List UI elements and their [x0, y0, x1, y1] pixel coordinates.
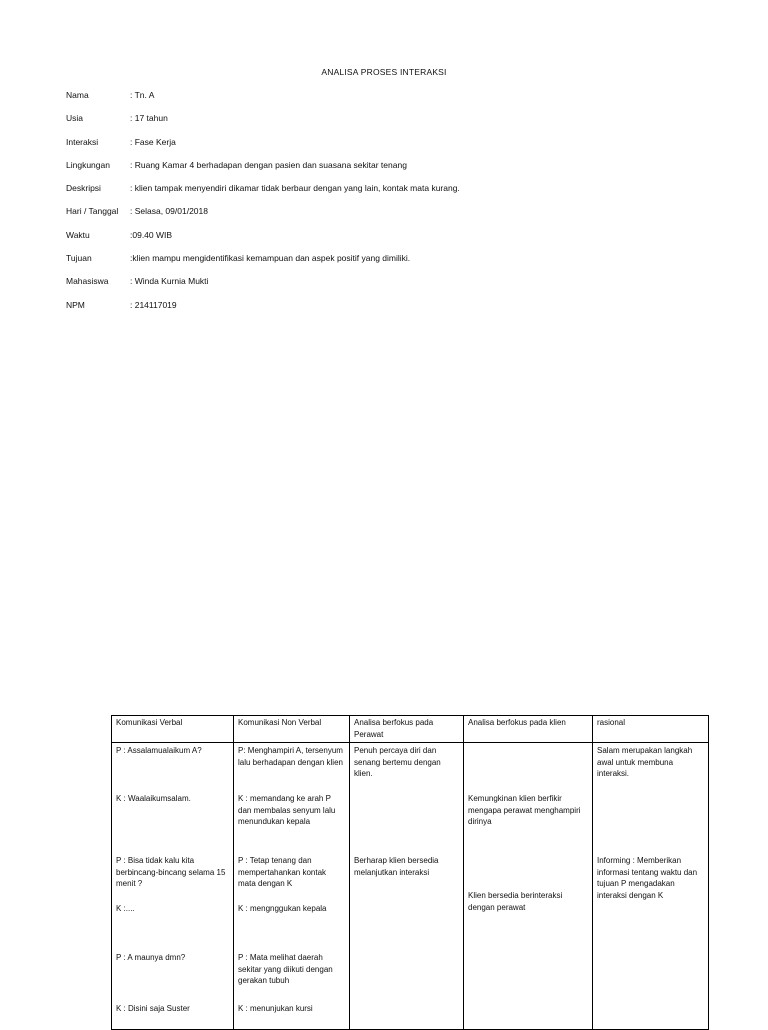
table-row — [112, 743, 709, 1030]
info-value: :09.40 WIB — [130, 229, 173, 240]
nonverbal-line: K : mengnggukan kepala — [238, 904, 327, 913]
verbal-line: P : Assalamualaikum A? — [116, 746, 202, 755]
info-value: : Tn. A — [130, 90, 155, 100]
rasional-line: Salam merupakan langkah awal untuk membuna interaksi. — [597, 746, 693, 778]
nonverbal-line: P : Mata melihat daerah sekitar yang diikuti dengan gerakan tubuh — [238, 953, 333, 985]
nonverbal-line: P: Menghampiri A, tersenyum lalu berhadapan dengan klien — [238, 746, 343, 767]
info-label: Waktu — [66, 229, 90, 240]
perawat-line: Berharap klien bersedia melanjutkan interaksi — [354, 856, 439, 877]
info-value: : Ruang Kamar 4 berhadapan dengan pasien dan suasana sekitar tenang — [130, 159, 407, 170]
verbal-line: K : Waalaikumsalam. — [116, 794, 191, 803]
perawat-cell — [350, 743, 464, 1030]
info-value: : 17 tahun — [130, 113, 168, 124]
document-title: ANALISA PROSES INTERAKSI — [321, 67, 447, 77]
verbal-line: K :.... — [116, 904, 135, 913]
info-value: : 214117019 — [130, 299, 177, 310]
info-label: NPM — [66, 299, 85, 310]
nonverbal-line: K : menunjukan kursi — [238, 1004, 313, 1013]
info-label: Nama — [66, 90, 89, 100]
info-value: : Selasa, 09/01/2018 — [130, 206, 208, 217]
perawat-line: Penuh percaya diri dan senang bertemu dengan klien. — [354, 746, 441, 778]
info-label: Mahasiswa — [66, 276, 109, 287]
info-value: : Fase Kerja — [130, 136, 176, 147]
info-value: : klien tampak menyendiri dikamar tidak berbaur dengan yang lain, kontak mata kurang. — [130, 183, 460, 194]
klien-cell — [464, 743, 593, 1030]
header-analisa-klien: Analisa berfokus pada klien — [464, 716, 593, 743]
klien-line: Kemungkinan klien berfikir mengapa perawat menghampiri dirinya — [468, 794, 581, 826]
rasional-cell — [593, 743, 709, 1030]
info-label: Usia — [66, 113, 84, 124]
nonverbal-line: P : Tetap tenang dan mempertahankan kontak mata dengan K — [238, 856, 327, 888]
header-analisa-perawat: Analisa berfokus pada Perawat — [350, 716, 464, 743]
info-label: Interaksi — [66, 136, 99, 147]
header-rasional: rasional — [593, 716, 709, 743]
header-komunikasi-non-verbal: Komunikasi Non Verbal — [234, 716, 350, 743]
nonverbal-cell — [234, 743, 350, 1030]
nonverbal-line: K : memandang ke arah P dan membalas senyum lalu menundukan kepala — [238, 794, 336, 826]
table-header-row — [112, 716, 709, 743]
info-value: : Winda Kurnia Mukti — [130, 276, 209, 287]
verbal-line: P : A maunya dmn? — [116, 953, 186, 962]
info-label: Hari / Tanggal — [66, 206, 119, 217]
verbal-line: P : Bisa tidak kalu kita berbincang-bincang selama 15 menit ? — [116, 856, 226, 888]
rasional-line: Informing : Memberikan informasi tentang waktu dan tujuan P mengadakan interaksi dengan K — [597, 856, 698, 900]
info-label: Tujuan — [66, 253, 92, 264]
info-label: Deskripsi — [66, 183, 101, 194]
verbal-line: K : Disini saja Suster — [116, 1004, 190, 1013]
klien-line: Klien bersedia berinteraksi dengan perawat — [468, 891, 563, 912]
verbal-cell — [112, 743, 234, 1030]
interaction-table — [111, 715, 709, 1030]
header-komunikasi-verbal: Komunikasi Verbal — [112, 716, 234, 743]
info-value: :klien mampu mengidentifikasi kemampuan dan aspek positif yang dimiliki. — [130, 253, 411, 264]
info-label: Lingkungan — [66, 159, 110, 170]
